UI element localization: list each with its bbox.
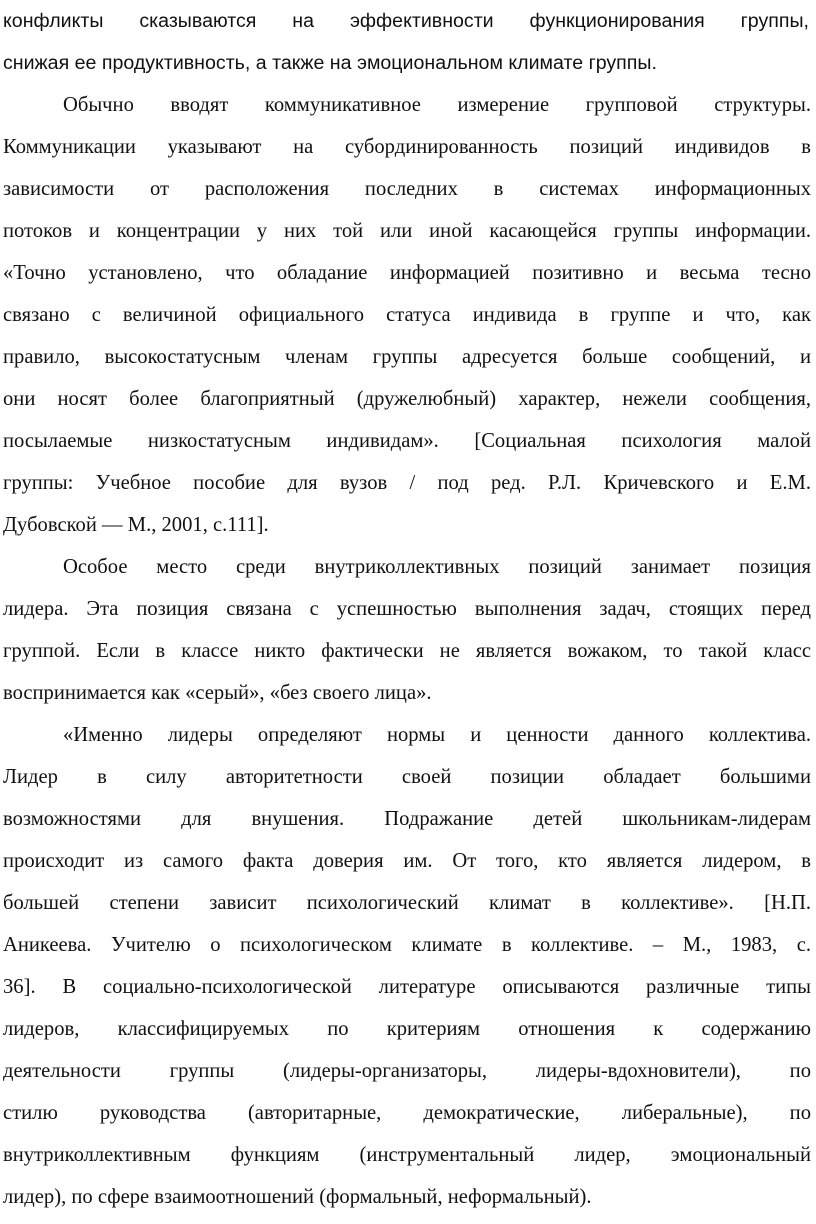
text-line-9: правило, высокостатусным членам группы адресуется больше сообщений, и bbox=[3, 346, 811, 368]
text-line-2: снижая ее продуктивность, а также на эмоциональном климате группы. bbox=[3, 52, 657, 74]
text-line-13: Дубовской — М., 2001, с.111]. bbox=[3, 514, 269, 536]
text-line-20: возможностями для внушения. Подражание детей школьникам-лидерам bbox=[3, 808, 811, 830]
text-line-26: деятельности группы (лидеры-организаторы, лидеры-вдохновители), по bbox=[3, 1060, 811, 1082]
text-line-21: происходит из самого факта доверия им. От того, кто является лидером, в bbox=[3, 850, 811, 872]
text-line-6: потоков и концентрации у них той или иной касающейся группы информации. bbox=[3, 220, 811, 242]
text-line-10: они носят более благоприятный (дружелюбный) характер, нежели сообщения, bbox=[3, 388, 811, 410]
text-line-17: воспринимается как «серый», «без своего лица». bbox=[3, 682, 432, 704]
text-line-24: 36]. В социально-психологической литературе описываются различные типы bbox=[3, 976, 811, 998]
text-line-22: большей степени зависит психологический климат в коллективе». [Н.П. bbox=[3, 892, 811, 914]
text-line-3: Обычно вводят коммуникативное измерение групповой структуры. bbox=[63, 94, 811, 116]
text-line-18: «Именно лидеры определяют нормы и ценности данного коллектива. bbox=[63, 724, 811, 746]
text-line-5: зависимости от расположения последних в системах информационных bbox=[3, 178, 811, 200]
text-line-4: Коммуникации указывают на субординированность позиций индивидов в bbox=[3, 136, 811, 158]
text-line-14: Особое место среди внутриколлективных позиций занимает позиция bbox=[63, 556, 811, 578]
text-line-25: лидеров, классифицируемых по критериям отношения к содержанию bbox=[3, 1018, 811, 1040]
text-line-19: Лидер в силу авторитетности своей позиции обладает большими bbox=[3, 766, 811, 788]
text-line-27: стилю руководства (авторитарные, демократические, либеральные), по bbox=[3, 1102, 811, 1124]
text-line-23: Аникеева. Учителю о психологическом климате в коллективе. – М., 1983, с. bbox=[3, 934, 811, 956]
text-line-12: группы: Учебное пособие для вузов / под ред. Р.Л. Кричевского и Е.М. bbox=[3, 472, 811, 494]
text-line-16: группой. Если в классе никто фактически не является вожаком, то такой класс bbox=[3, 640, 811, 662]
text-line-7: «Точно установлено, что обладание информацией позитивно и весьма тесно bbox=[3, 262, 811, 284]
text-line-29: лидер), по сфере взаимоотношений (формальный, неформальный). bbox=[3, 1186, 592, 1208]
text-line-28: внутриколлективным функциям (инструментальный лидер, эмоциональный bbox=[3, 1144, 811, 1166]
text-line-1: конфликты сказываются на эффективности функционирования группы, bbox=[3, 10, 809, 32]
text-line-11: посылаемые низкостатусным индивидам». [Социальная психология малой bbox=[3, 430, 811, 452]
text-line-8: связано с величиной официального статуса индивида в группе и что, как bbox=[3, 304, 811, 326]
text-line-15: лидера. Эта позиция связана с успешностью выполнения задач, стоящих перед bbox=[3, 598, 811, 620]
